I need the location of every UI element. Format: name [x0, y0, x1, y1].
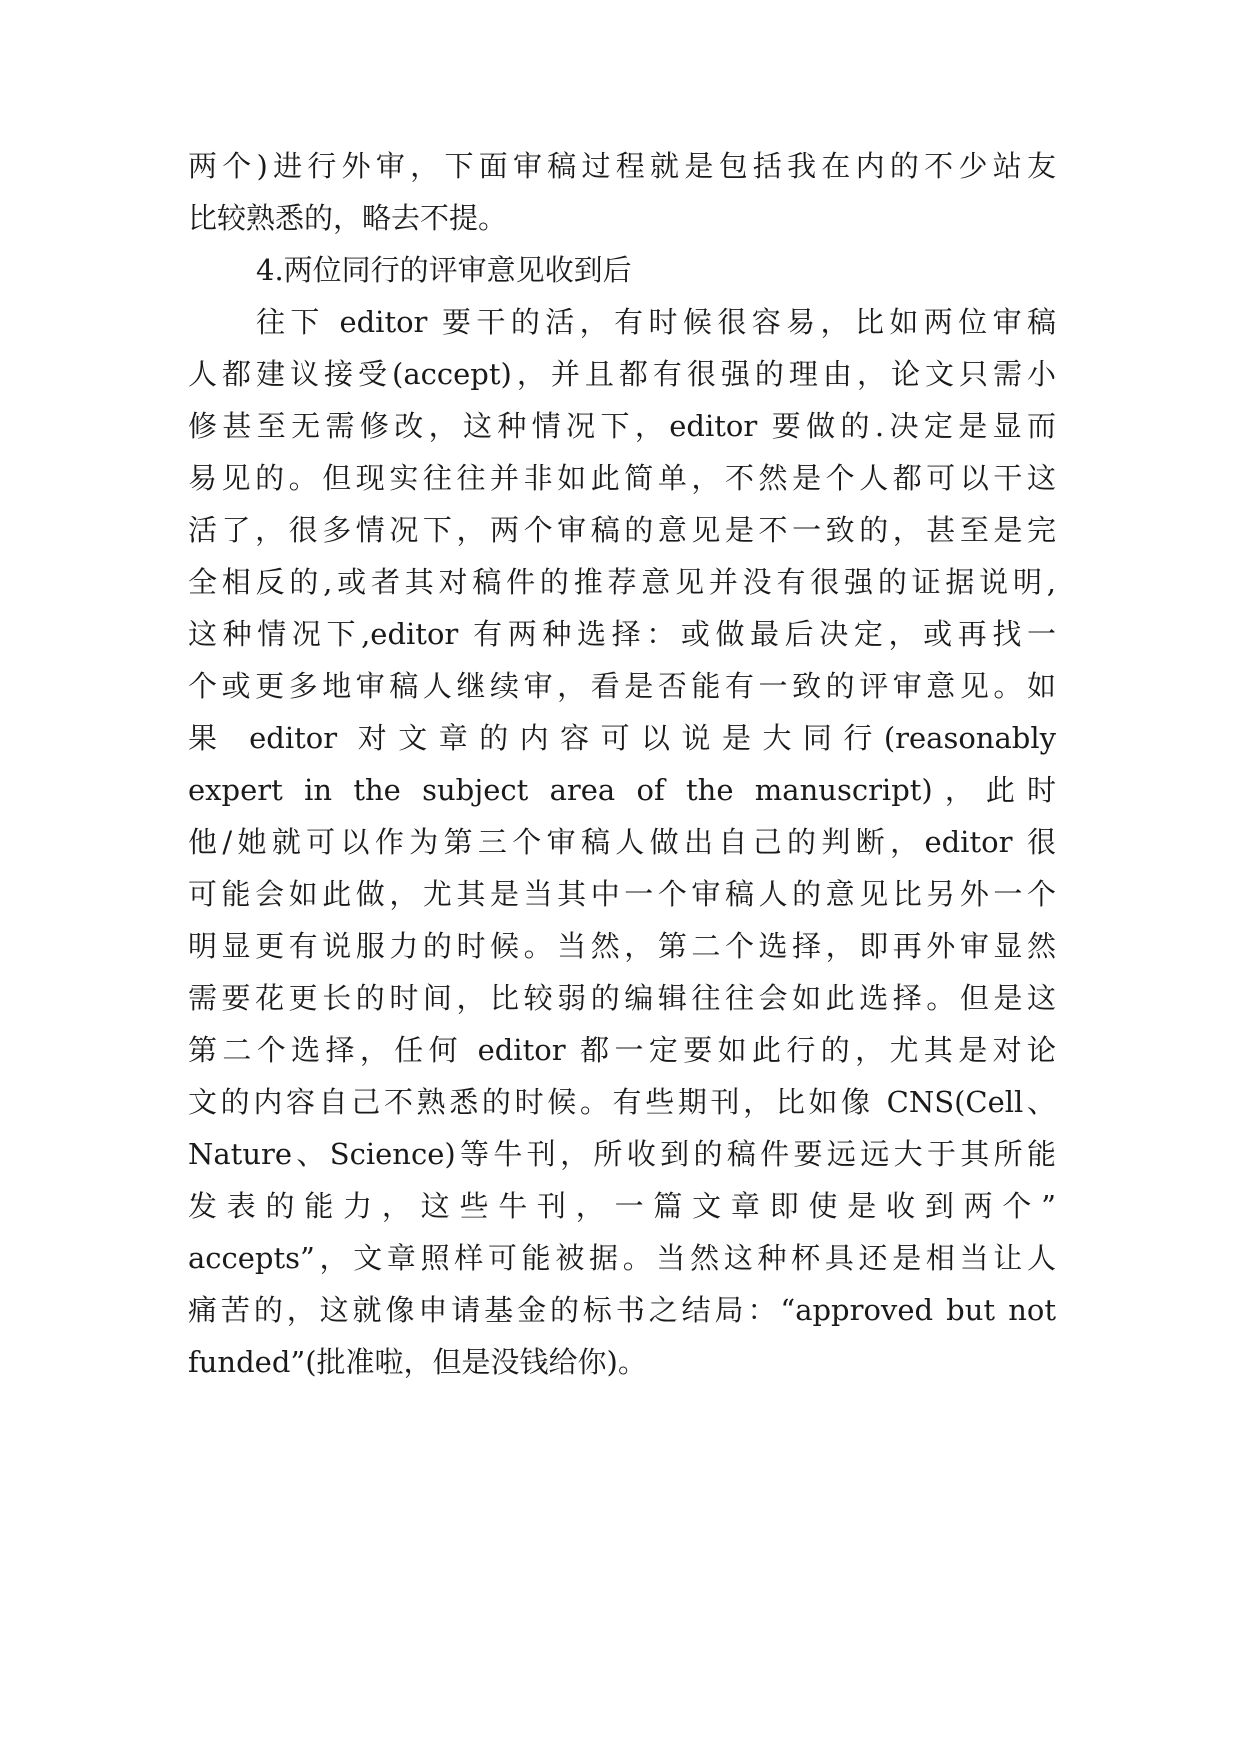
- text-line: funded”(批准啦，但是没钱给你)。: [188, 1345, 647, 1379]
- text-line: 发表的能力，这些牛刊，一篇文章即使是收到两个”: [188, 1189, 1056, 1223]
- text-line: accepts”，文章照样可能被据。当然这种杯具还是相当让人: [188, 1241, 1056, 1275]
- text-line: 果 editor 对文章的内容可以说是大同行(reasonably: [188, 721, 1056, 755]
- text-line: 活了，很多情况下，两个审稿的意见是不一致的，甚至是完: [188, 513, 1056, 547]
- text-line: 明显更有说服力的时候。当然，第二个选择，即再外审显然: [188, 929, 1056, 963]
- text-line: 可能会如此做，尤其是当其中一个审稿人的意见比另外一个: [188, 877, 1056, 911]
- text-line: 人都建议接受(accept)，并且都有很强的理由，论文只需小: [188, 357, 1056, 391]
- text-line: 这种情况下,editor 有两种选择：或做最后决定，或再找一: [188, 617, 1056, 651]
- text-line: 修甚至无需修改，这种情况下，editor 要做的.决定是显而: [188, 409, 1056, 443]
- text-line: 痛苦的，这就像申请基金的标书之结局：“approved but not: [188, 1293, 1056, 1327]
- text-line: 他/她就可以作为第三个审稿人做出自己的判断，editor 很: [188, 825, 1056, 859]
- text-line: 比较熟悉的，略去不提。: [188, 201, 508, 235]
- text-line: 第二个选择，任何 editor 都一定要如此行的，尤其是对论: [188, 1033, 1056, 1067]
- text-line: 全相反的,或者其对稿件的推荐意见并没有很强的证据说明,: [188, 565, 1056, 599]
- section-heading: 4.两位同行的评审意见收到后: [256, 253, 632, 287]
- text-line: 需要花更长的时间，比较弱的编辑往往会如此选择。但是这: [188, 981, 1056, 1015]
- text-line: Nature、Science)等牛刊，所收到的稿件要远远大于其所能: [188, 1137, 1056, 1171]
- text-line: 两个)进行外审，下面审稿过程就是包括我在内的不少站友: [188, 149, 1056, 183]
- text-line: 往下 editor 要干的活，有时候很容易，比如两位审稿: [256, 305, 1056, 339]
- text-line: 易见的。但现实往往并非如此简单，不然是个人都可以干这: [188, 461, 1056, 495]
- text-line: expert in the subject area of the manuscript)，此时: [188, 773, 1056, 807]
- text-line: 文的内容自己不熟悉的时候。有些期刊，比如像 CNS(Cell、: [188, 1085, 1056, 1119]
- text-line: 个或更多地审稿人继续审，看是否能有一致的评审意见。如: [188, 669, 1056, 703]
